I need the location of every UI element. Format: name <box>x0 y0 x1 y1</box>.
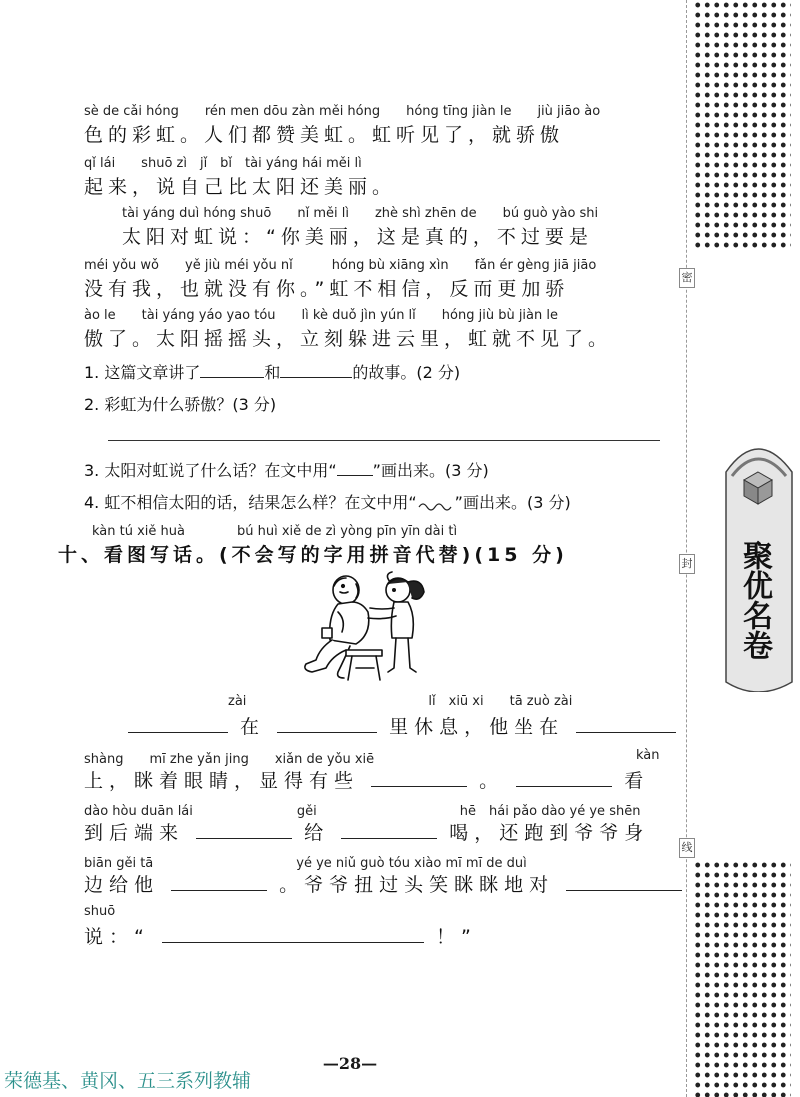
writing-blank[interactable] <box>341 822 437 839</box>
pinyin-line-1: sè de cǎi hóng rén men dōu zàn měi hóng hóng tīng jiàn le jiù jiāo ào <box>84 104 601 119</box>
seal-label-mi: 密 <box>679 268 695 288</box>
writing-pinyin-5: shuō <box>84 904 116 919</box>
writing-line-4: 边给他 。爷爷扭过头笑眯眯地对 <box>84 870 682 897</box>
text-line-1: 色的彩虹。人们都赞美虹。虹听见了，就骄傲 <box>84 124 565 146</box>
writing-blank[interactable] <box>516 770 612 787</box>
writing-blank[interactable] <box>171 874 267 891</box>
binding-line <box>686 0 687 1097</box>
text-line-3: 太阳对虹说：“你美丽，这是真的，不过要是 <box>122 226 593 248</box>
dot-pattern-top <box>693 0 791 248</box>
question-3: 3. 太阳对虹说了什么话？在文中用“ ”画出来。(3 分) <box>84 461 489 480</box>
text-line-5: 傲了。太阳摇摇头，立刻躲进云里，虹就不见了。 <box>84 328 613 350</box>
writing-line-2: 上，眯着眼睛，显得有些 。 看 <box>84 770 650 792</box>
answer-blank[interactable] <box>280 363 352 378</box>
answer-blank[interactable] <box>200 363 264 378</box>
brand-name: 聚优名卷 <box>737 540 772 660</box>
writing-line-5: 说：“ ！” <box>84 926 477 948</box>
writing-blank[interactable] <box>277 716 377 733</box>
writing-blank[interactable] <box>371 770 467 787</box>
section-10-pinyin: kàn tú xiě huà bú huì xiě de zì yòng pīn yīn dài tì <box>92 524 458 539</box>
dot-pattern-bottom <box>693 860 791 1097</box>
writing-pinyin-2-end: kàn <box>636 748 660 763</box>
grandpa-and-girl-illustration <box>298 568 438 686</box>
seal-label-feng: 封 <box>679 554 695 574</box>
writing-blank[interactable] <box>162 926 424 943</box>
underline-mark <box>337 461 373 476</box>
answer-line[interactable] <box>108 440 660 441</box>
writing-pinyin-1: zài lǐ xiū xi tā zuò zài <box>228 694 573 709</box>
pinyin-line-5: ào le tài yáng yáo yao tóu lì kè duǒ jìn yún lǐ hóng jiù bù jiàn le <box>84 308 558 323</box>
wavy-line-mark <box>417 498 455 512</box>
writing-blank[interactable] <box>196 822 292 839</box>
writing-line-1: 在 里休息，他坐在 <box>128 712 676 739</box>
writing-line-3: 到后端来 给 喝，还跑到爷爷身 <box>84 822 650 844</box>
pinyin-line-2: qǐ lái shuō zì jǐ bǐ tài yáng hái měi lì <box>84 156 362 171</box>
writing-blank[interactable] <box>576 716 676 733</box>
writing-pinyin-4: biān gěi tā yé ye niǔ guò tóu xiào mī mī de duì <box>84 856 527 871</box>
section-10-title: 十、看图写话。(不会写的字用拼音代替)(15 分) <box>58 544 568 566</box>
question-1: 1. 这篇文章讲了 和 的故事。(2 分) <box>84 363 461 382</box>
publisher-footer: 荣德基、黄冈、五三系列教辅 <box>4 1070 252 1092</box>
pinyin-line-4: méi yǒu wǒ yě jiù méi yǒu nǐ hóng bù xiāng xìn fǎn ér gèng jiā jiāo <box>84 258 597 273</box>
seal-label-xian: 线 <box>679 838 695 858</box>
pinyin-line-3: tài yáng duì hóng shuō nǐ měi lì zhè shì zhēn de bú guò yào shi <box>122 206 599 221</box>
text-line-2: 起来，说自己比太阳还美丽。 <box>84 176 397 198</box>
writing-blank[interactable] <box>566 874 682 891</box>
question-2: 2. 彩虹为什么骄傲？(3 分) <box>84 395 277 414</box>
writing-blank[interactable] <box>128 716 228 733</box>
page-number: —28— <box>322 1054 378 1073</box>
text-line-4: 没有我，也就没有你。”虹不相信，反而更加骄 <box>84 278 570 300</box>
writing-pinyin-3: dào hòu duān lái gěi hē hái pǎo dào yé ye shēn <box>84 804 641 819</box>
question-4: 4. 虹不相信太阳的话，结果怎么样？在文中用“ ”画出来。(3 分) <box>84 493 571 512</box>
writing-pinyin-2: shàng mī zhe yǎn jing xiǎn de yǒu xiē <box>84 752 375 767</box>
